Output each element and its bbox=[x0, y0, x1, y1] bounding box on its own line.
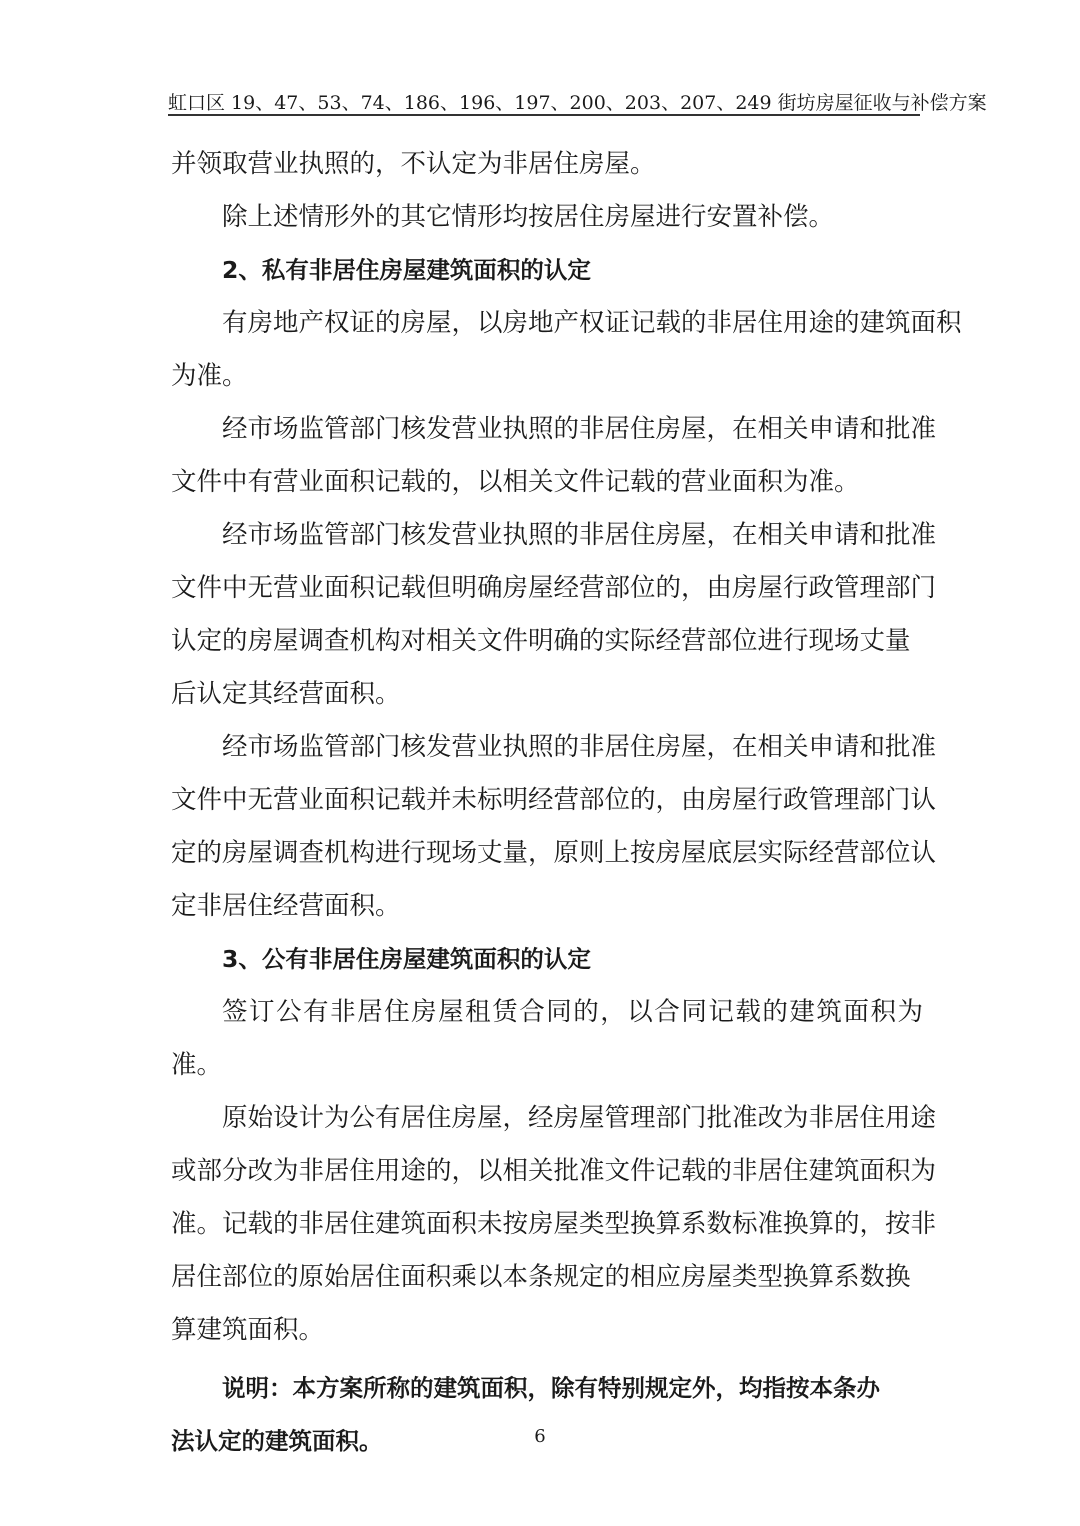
paragraph-6-line-2: 文件中无营业面积记载并未标明经营部位的，由房屋行政管理部门认 bbox=[171, 785, 937, 815]
paragraph-5-line-3: 认定的房屋调查机构对相关文件明确的实际经营部位进行现场丈量 bbox=[171, 626, 911, 656]
section-heading-3: 3、公有非居住房屋建筑面积的认定 bbox=[222, 945, 591, 973]
paragraph-6 bbox=[171, 721, 937, 933]
note-line-2: 法认定的建筑面积。 bbox=[171, 1427, 383, 1455]
explanatory-note bbox=[171, 1362, 923, 1468]
paragraph-4-line-1: 经市场监管部门核发营业执照的非居住房屋，在相关申请和批准 bbox=[222, 414, 937, 444]
document-body bbox=[171, 138, 962, 1492]
paragraph-4-line-2: 文件中有营业面积记载的，以相关文件记载的营业面积为准。 bbox=[171, 467, 860, 497]
header-divider bbox=[168, 114, 920, 116]
paragraph-6-line-3: 定的房屋调查机构进行现场丈量，原则上按房屋底层实际经营部位认 bbox=[171, 838, 937, 868]
paragraph-6-line-4: 定非居住经营面积。 bbox=[171, 891, 401, 921]
document-header: 虹口区 19、47、53、74、186、196、197、200、203、207、249 街坊房屋征收与补偿方案 bbox=[168, 92, 987, 114]
section-heading-2: 2、私有非居住房屋建筑面积的认定 bbox=[222, 256, 591, 284]
paragraph-6-line-1: 经市场监管部门核发营业执照的非居住房屋，在相关申请和批准 bbox=[222, 732, 937, 762]
paragraph-8 bbox=[171, 1092, 937, 1357]
paragraph-3 bbox=[171, 297, 962, 403]
paragraph-4 bbox=[171, 403, 937, 509]
paragraph-5-line-1: 经市场监管部门核发营业执照的非居住房屋，在相关申请和批准 bbox=[222, 520, 937, 550]
paragraph-5-line-4: 后认定其经营面积。 bbox=[171, 679, 401, 709]
paragraph-2: 除上述情形外的其它情形均按居住房屋进行安置补偿。 bbox=[222, 202, 835, 232]
paragraph-8-line-4: 居住部位的原始居住面积乘以本条规定的相应房屋类型换算系数换 bbox=[171, 1262, 911, 1292]
paragraph-8-line-1: 原始设计为公有居住房屋，经房屋管理部门批准改为非居住用途 bbox=[222, 1103, 937, 1133]
paragraph-7: 签订公有非居住房屋租赁合同的，以合同记载的建筑面积为准。 bbox=[171, 997, 923, 1080]
paragraph-1: 并领取营业执照的，不认定为非居住房屋。 bbox=[171, 149, 656, 179]
paragraph-8-line-5: 算建筑面积。 bbox=[171, 1315, 325, 1345]
paragraph-8-line-3: 准。记载的非居住建筑面积未按房屋类型换算系数标准换算的，按非 bbox=[171, 1209, 937, 1239]
paragraph-8-line-2: 或部分改为非居住用途的，以相关批准文件记载的非居住建筑面积为 bbox=[171, 1156, 937, 1186]
paragraph-5 bbox=[171, 509, 937, 721]
paragraph-3-line-1: 有房地产权证的房屋，以房地产权证记载的非居住用途的建筑面积 bbox=[222, 308, 962, 338]
page-number: 6 bbox=[534, 1426, 546, 1447]
paragraph-3-line-2: 为准。 bbox=[171, 361, 248, 391]
note-line-1: 说明：本方案所称的建筑面积，除有特别规定外，均指按本条办 bbox=[222, 1374, 880, 1402]
paragraph-5-line-2: 文件中无营业面积记载但明确房屋经营部位的，由房屋行政管理部门 bbox=[171, 573, 937, 603]
